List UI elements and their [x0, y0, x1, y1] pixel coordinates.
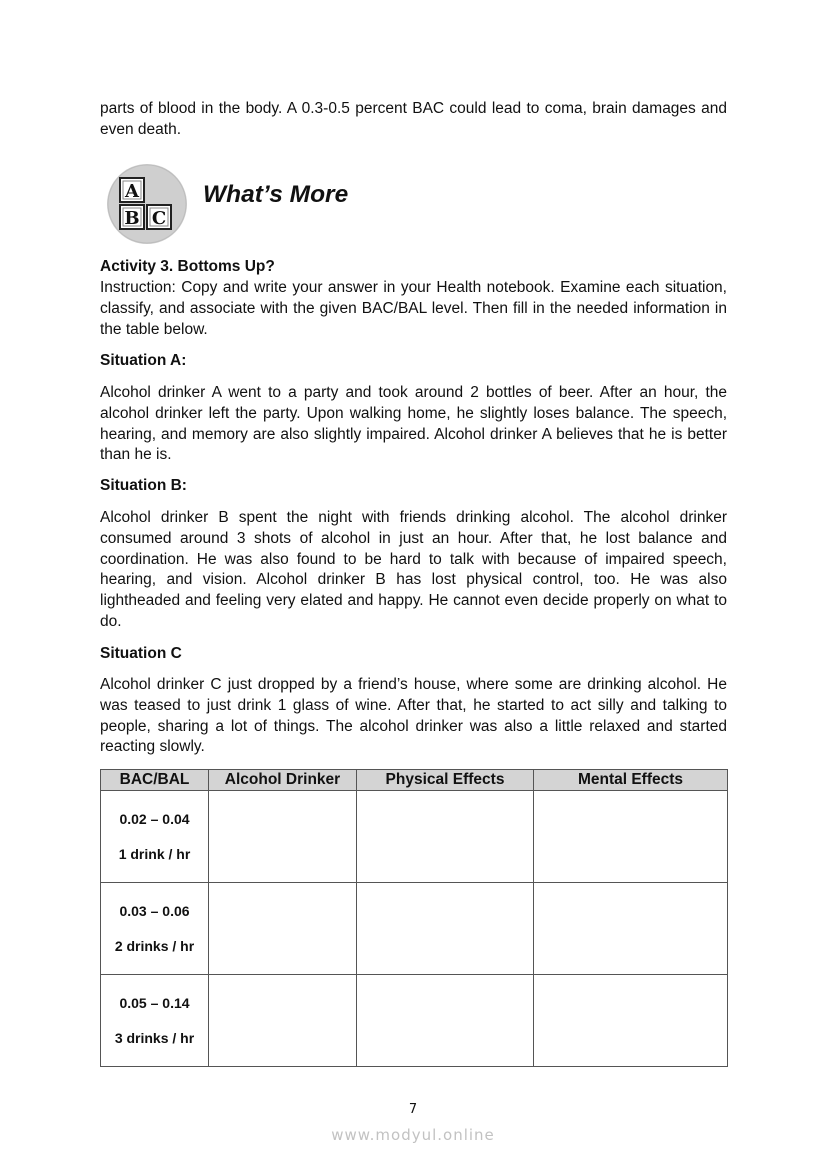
situation-c-text: Alcohol drinker C just dropped by a friend’s house, where some are drinking alcohol. He was teased to just drink 1 glass of wine. After that, he started to act silly and talking to people, sharing a lot of things. The alcohol drinker was also a little relaxed and started reacting slowly.	[100, 676, 727, 756]
bac-table	[100, 769, 728, 1067]
drink-rate: 3 drinks / hr	[114, 1029, 195, 1046]
mental-effects-answer-cell	[534, 883, 728, 975]
header-bac-bal: BAC/BAL	[101, 770, 209, 791]
bac-range: 0.02 – 0.04	[119, 810, 190, 827]
section-title: What’s More	[203, 181, 349, 208]
table-row	[101, 791, 728, 883]
mental-effects-answer-cell	[534, 791, 728, 883]
situation-b-text: Alcohol drinker B spent the night with friends drinking alcohol. The alcohol drinker consumed around 3 shots of alcohol in just an hour. After that, he lost balance and coordination. He was also found to be hard to talk with because of impaired speech, hearing, and vision. Alcohol drinker B has lost physical control, too. He was also lightheaded and feeling very elated and happy. He cannot even decide properly on what to do.	[100, 509, 727, 630]
header-mental-effects: Mental Effects	[534, 770, 728, 791]
table-row	[101, 975, 728, 1067]
abc-blocks-icon	[104, 164, 190, 244]
header-physical-effects: Physical Effects	[357, 770, 534, 791]
drink-rate: 2 drinks / hr	[114, 937, 195, 954]
block-letter-a: A	[125, 181, 139, 202]
bac-range: 0.03 – 0.06	[119, 902, 190, 919]
situation-c-heading: Situation C	[100, 645, 182, 662]
physical-effects-answer-cell	[357, 975, 534, 1067]
watermark: www.modyul.online	[331, 1126, 495, 1144]
activity-instruction: Instruction: Copy and write your answer in your Health notebook. Examine each situation, classify, and associate with the given BAC/BAL level. Then fill in the needed information in the table below.	[100, 279, 727, 338]
bac-level-cell	[101, 791, 209, 883]
situation-b-heading: Situation B:	[100, 477, 187, 494]
header-alcohol-drinker: Alcohol Drinker	[209, 770, 357, 791]
activity-title: Activity 3. Bottoms Up?	[100, 258, 275, 275]
table-row	[101, 883, 728, 975]
physical-effects-answer-cell	[357, 883, 534, 975]
table-header-row	[101, 770, 728, 791]
block-letter-c: C	[151, 208, 167, 229]
situation-a-text: Alcohol drinker A went to a party and took around 2 bottles of beer. After an hour, the alcohol drinker left the party. Upon walking home, he slightly loses balance. The speech, hearing, and memory are also slightly impaired. Alcohol drinker A believes that he is better than he is.	[100, 384, 727, 464]
physical-effects-answer-cell	[357, 791, 534, 883]
alcohol-drinker-answer-cell	[209, 975, 357, 1067]
intro-paragraph: parts of blood in the body. A 0.3-0.5 percent BAC could lead to coma, brain damages and even death.	[100, 100, 727, 138]
mental-effects-answer-cell	[534, 975, 728, 1067]
alcohol-drinker-answer-cell	[209, 883, 357, 975]
alcohol-drinker-answer-cell	[209, 791, 357, 883]
page-number: 7	[408, 1102, 418, 1117]
bac-range: 0.05 – 0.14	[119, 994, 190, 1011]
drink-rate: 1 drink / hr	[118, 845, 191, 862]
bac-level-cell	[101, 883, 209, 975]
situation-a-heading: Situation A:	[100, 352, 187, 369]
block-letter-b: B	[124, 208, 140, 229]
bac-level-cell	[101, 975, 209, 1067]
